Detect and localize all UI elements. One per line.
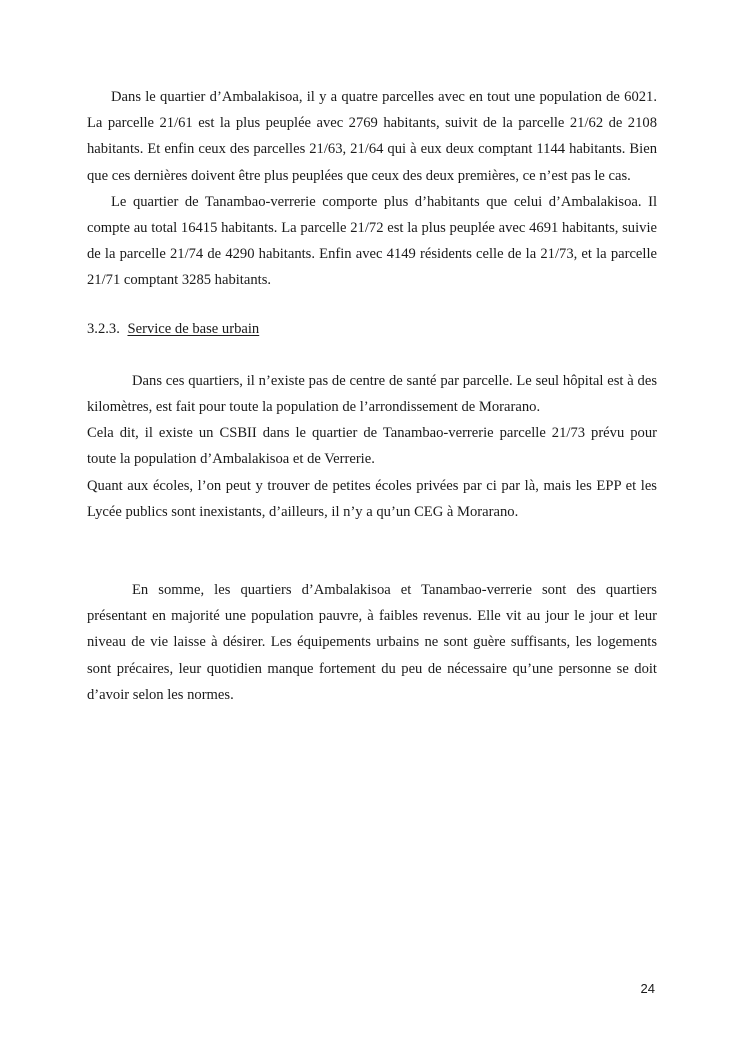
section-number: 3.2.3. bbox=[87, 320, 120, 337]
section-heading bbox=[87, 316, 657, 342]
paragraph-csbii: Cela dit, il existe un CSBII dans le quartier de Tanambao-verrerie parcelle 21/73 prévu pour toute la population d’Ambalakisoa et de Verrerie. bbox=[87, 425, 657, 468]
paragraph-health-services: Dans ces quartiers, il n’existe pas de centre de santé par parcelle. Le seul hôpital est à des kilomètres, est fait pour toute la population de l’arrondissement de Morarano. bbox=[87, 372, 657, 416]
paragraph-tanambao-population: Le quartier de Tanambao-verrerie comporte plus d’habitants que celui d’Ambalakisoa. Il compte au total 16415 habitants. La parcelle 21/72 est la plus peuplée avec 4691 habitants, suivie de la parcelle 21/74 de 4290 habitants. Enfin avec 4149 résidents celle de la 21/73, et la parcelle 21/71 comptant 3285 habitants. bbox=[87, 193, 657, 289]
paragraph-spacer bbox=[87, 525, 657, 551]
paragraph-conclusion: En somme, les quartiers d’Ambalakisoa et Tanambao-verrerie sont des quartiers présentant en majorité une population pauvre, à faibles revenus. Elle vit au jour le jour et leur niveau de vie laisse à désirer. Les équipements urbains ne sont guère suffisants, les logements sont précaires, leur quotidien manque fortement du peu de nécessaire qu’une personne se doit d’avoir selon les normes. bbox=[87, 582, 657, 703]
page-number: 24 bbox=[640, 981, 655, 996]
section-title: Service de base urbain bbox=[127, 320, 260, 337]
paragraph-spacer bbox=[87, 551, 657, 577]
page-body bbox=[87, 84, 657, 708]
paragraph-ambalakisoa-population: Dans le quartier d’Ambalakisoa, il y a quatre parcelles avec en tout une population de 6021. La parcelle 21/61 est la plus peuplée avec 2769 habitants, suivit de la parcelle 21/62 de 2108 habitants. Et enfin ceux des parcelles 21/63, 21/64 qui à eux deux comptant 1144 habitants. Bien que ces dernières doivent être plus peuplées que ceux des deux premières, ce n’est pas le cas. bbox=[87, 89, 657, 184]
paragraph-schools: Quant aux écoles, l’on peut y trouver de petites écoles privées par ci par là, mais les EPP et les Lycée publics sont inexistants, d’ailleurs, il n’y a qu’un CEG à Morarano. bbox=[87, 477, 657, 520]
